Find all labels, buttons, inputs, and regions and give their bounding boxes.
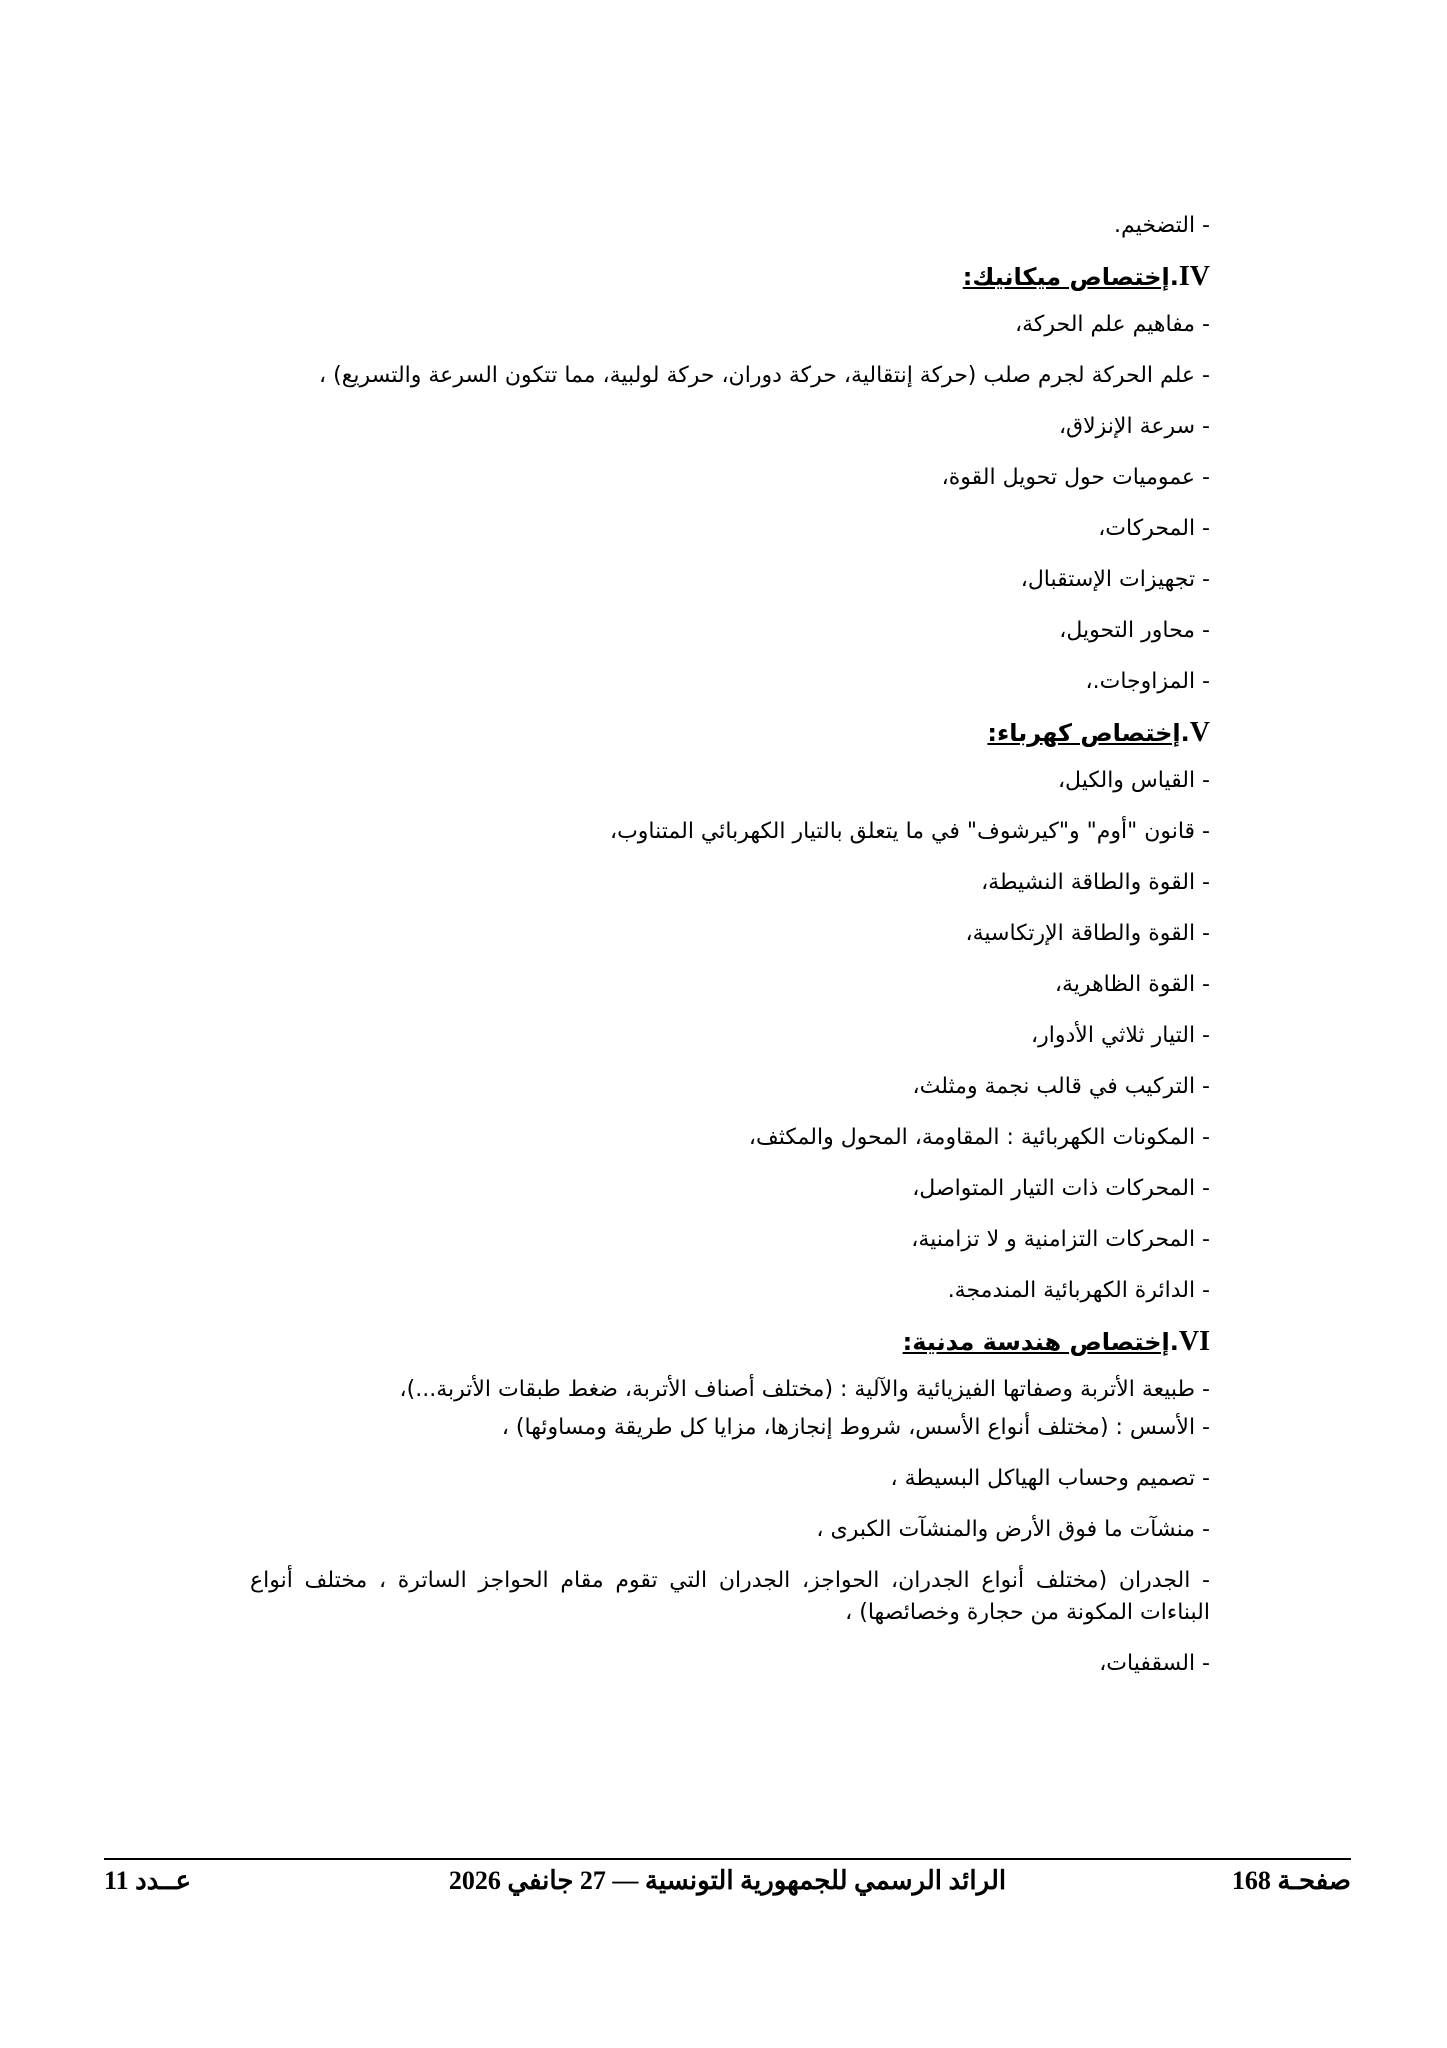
list-item: - القوة الظاهرية،: [1054, 972, 1210, 997]
section-heading: V.إختصاص كهرباء:: [987, 717, 1210, 748]
list-item: - التيار ثلاثي الأدوار،: [1031, 1023, 1210, 1048]
list-item: - القياس والكيل،: [1057, 768, 1210, 793]
document-body: [250, 210, 1210, 1699]
page-footer: [104, 1866, 1351, 1906]
section-numeral: V: [1189, 717, 1210, 748]
section-title: إختصاص هندسة مدنية:: [902, 1328, 1170, 1356]
list-item: - تجهيزات الإستقبال،: [1020, 567, 1210, 592]
list-item: - السقفيات،: [1099, 1651, 1210, 1676]
list-item: - المحركات ذات التيار المتواصل،: [912, 1176, 1210, 1201]
section-title: إختصاص ميكانيك:: [962, 263, 1170, 291]
section-civil-engineering: [250, 1326, 1210, 1680]
journal-title: الرائد الرسمي للجمهورية التونسية — 27 جانفي 2026: [448, 1866, 1007, 1895]
list-item: - الدائرة الكهربائية المندمجة.: [947, 1278, 1210, 1303]
list-item: - سرعة الإنزلاق،: [1058, 414, 1210, 439]
list-item: - طبيعة الأتربة وصفاتها الفيزيائية والآلية : (مختلف أصناف الأتربة، ضغط طبقات الأتربة...)،: [399, 1377, 1210, 1402]
section-numeral: VI: [1178, 1326, 1210, 1357]
list-item: - محاور التحويل،: [1059, 618, 1210, 643]
section-electricity: [250, 717, 1210, 1307]
list-item: - المحركات،: [1098, 516, 1210, 541]
issue-number: عــدد 11: [104, 1866, 192, 1895]
list-item: - المحركات التزامنية و لا تزامنية،: [911, 1227, 1210, 1252]
list-item: - المزاوجات.،: [1085, 669, 1210, 694]
page-number: صفحـة 168: [1231, 1866, 1351, 1895]
section-title: إختصاص كهرباء:: [987, 719, 1181, 747]
section-heading: VI.إختصاص هندسة مدنية:: [902, 1326, 1210, 1357]
list-item: - التركيب في قالب نجمة ومثلث،: [912, 1074, 1210, 1099]
list-item: - قانون "أوم" و"كيرشوف" في ما يتعلق بالتيار الكهربائي المتناوب،: [609, 819, 1210, 844]
list-item: - المكونات الكهربائية : المقاومة، المحول والمكثف،: [748, 1125, 1210, 1150]
list-item: - القوة والطاقة الإرتكاسية،: [965, 921, 1210, 946]
list-item: - الجدران (مختلف أنواع الجدران، الحواجز، الجدران التي تقوم مقام الحواجز الساترة ، مختلف أنواع البناءات المكونة من حجارة وخصائصها) ،: [250, 1568, 1210, 1625]
list-item: - التضخيم.: [1114, 213, 1210, 238]
list-item: - علم الحركة لجرم صلب (حركة إنتقالية، حركة دوران، حركة لولبية، مما تتكون السرعة والتسريع) ،: [319, 363, 1210, 388]
list-item: - عموميات حول تحويل القوة،: [941, 465, 1210, 490]
footer-divider: [104, 1858, 1351, 1860]
section-mechanics: [250, 261, 1210, 698]
list-item: - القوة والطاقة النشيطة،: [981, 870, 1210, 895]
section-heading: IV.إختصاص ميكانيك:: [962, 261, 1210, 292]
list-item: - الأسس : (مختلف أنواع الأسس، شروط إنجازها، مزايا كل طريقة ومساوئها) ،: [501, 1415, 1210, 1440]
section-numeral: IV: [1178, 261, 1210, 292]
list-item: - منشآت ما فوق الأرض والمنشآت الكبرى ،: [816, 1517, 1210, 1542]
list-item: - تصميم وحساب الهياكل البسيطة ،: [890, 1466, 1210, 1491]
list-item: - مفاهيم علم الحركة،: [1015, 312, 1210, 337]
